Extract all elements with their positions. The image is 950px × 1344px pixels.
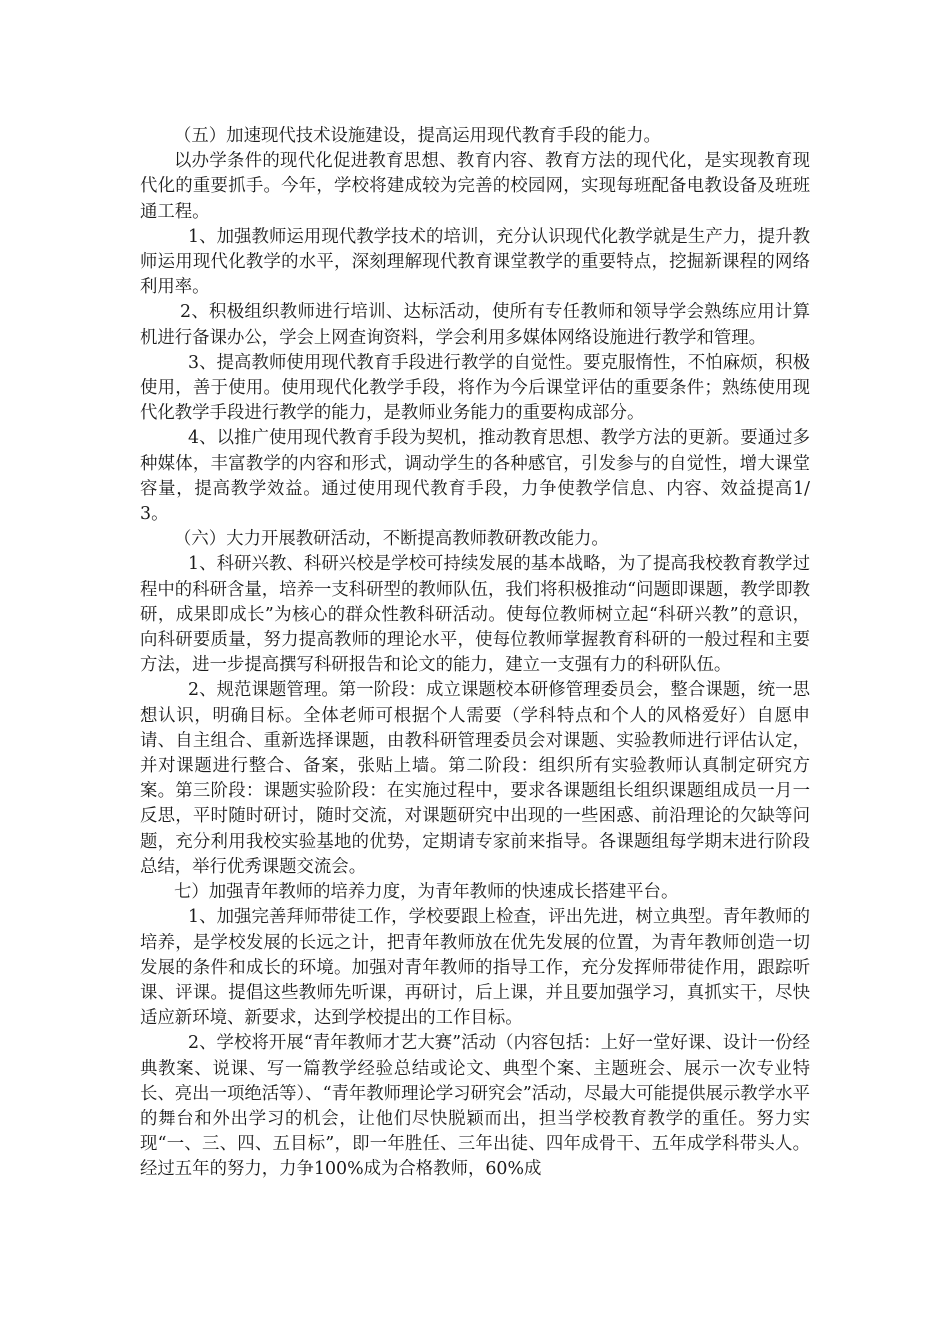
section-heading-7: 七）加强青年教师的培养力度，为青年教师的快速成长搭建平台。 — [174, 882, 679, 903]
paragraph-item-3-self-awareness: 3、提高教师使用现代教育手段进行教学的自觉性。要克服惰性，不怕麻烦，积极使用，善于使用。使用现代化教学手段，将作为今后课堂评估的重要条件；熟练使用现代化教学手段进行教学的能力，是教师业务能力的重要构成部分。 — [140, 352, 810, 424]
paragraph-research-strategy: 1、科研兴教、科研兴校是学校可持续发展的基本战略，为了提高我校教育教学过程中的科研含量，培养一支科研型的教师队伍，我们将积极推动“问题即课题，教学即教研，成果即成长”为核心的群众性教科研活动。使每位教师树立起“科研兴教”的意识，向科研要质量，努力提高教师的理论水平，使每位教师掌握教育科研的一般过程和主要方法，进一步提高撰写科研报告和论文的能力，建立一支强有力的科研队伍。 — [140, 554, 810, 676]
paragraph-topic-management: 2、规范课题管理。第一阶段：成立课题校本研修管理委员会，整合课题，统一思想认识，明确目标。全体老师可根据个人需要（学科特点和个人的风格爱好）自愿申请、自主组合、重新选择课题，由教科研管理委员会对课题、实验教师进行评估认定，并对课题进行整合、备案，张贴上墙。第二阶段：组织所有实验教师认真制定研究方案。第三阶段：课题实验阶段：在实施过程中，要求各课题组长组织课题组成员一月一反思，平时随时研讨，随时交流，对课题研究中出现的一些困惑、前沿理论的欠缺等问题，充分利用我校实验基地的优势，定期请专家前来指导。各课题组每学期末进行阶段总结，举行优秀课题交流会。 — [140, 680, 810, 877]
document-body — [140, 124, 810, 1183]
paragraph-intro-modernization: 以办学条件的现代化促进教育思想、教育内容、教育方法的现代化，是实现教育现代化的重要抓手。今年，学校将建成较为完善的校园网，实现每班配备电教设备及班班通工程。 — [140, 151, 810, 222]
paragraph-young-teacher-contest: 2、学校将开展“青年教师才艺大赛”活动（内容包括：上好一堂好课、设计一份经典教案、说课、写一篇教学经验总结或论文、典型个案、主题班会、展示一次专业特长、亮出一项绝活等）、“青年教师理论学习研究会”活动，尽最大可能提供展示教学水平的舞台和外出学习的机会，让他们尽快脱颖而出，担当学校教育教学的重任。努力实现“一、三、四、五目标”，即一年胜任、三年出徒、四年成骨干、五年成学科带头人。经过五年的努力，力争100%成为合格教师，60%成 — [140, 1033, 810, 1180]
paragraph-item-1-training: 1、加强教师运用现代教学技术的培训，充分认识现代化教学就是生产力，提升教师运用现代化教学的水平，深刻理解现代教育课堂教学的重要特点，挖掘新课程的网络利用率。 — [140, 226, 810, 298]
section-heading-6: （六）大力开展教研活动，不断提高教师教研教改能力。 — [174, 529, 609, 550]
paragraph-mentoring: 1、加强完善拜师带徒工作，学校要跟上检查，评出先进，树立典型。青年教师的培养，是学校发展的长远之计，把青年教师放在优先发展的位置，为青年教师创造一切发展的条件和成长的环境。加强对青年教师的指导工作，充分发挥师带徒作用，跟踪听课、评课。提倡这些教师先听课，再研讨，后上课，并且要加强学习，真抓实干，尽快适应新环境、新要求，达到学校提出的工作目标。 — [140, 907, 810, 1029]
paragraph-item-2-computer-skills: 2、积极组织教师进行培训、达标活动，使所有专任教师和领导学会熟练应用计算机进行备课办公，学会上网查询资料，学会利用多媒体网络设施进行教学和管理。 — [140, 302, 810, 348]
paragraph-item-4-promotion: 4、以推广使用现代教育手段为契机，推动教育思想、教学方法的更新。要通过多种媒体，丰富教学的内容和形式，调动学生的各种感官，引发参与的自觉性，增大课堂容量，提高教学效益。通过使用现代教育手段，力争使教学信息、内容、效益提高1/3。 — [140, 428, 810, 525]
section-heading-5: （五）加速现代技术设施建设，提高运用现代教育手段的能力。 — [174, 126, 661, 146]
